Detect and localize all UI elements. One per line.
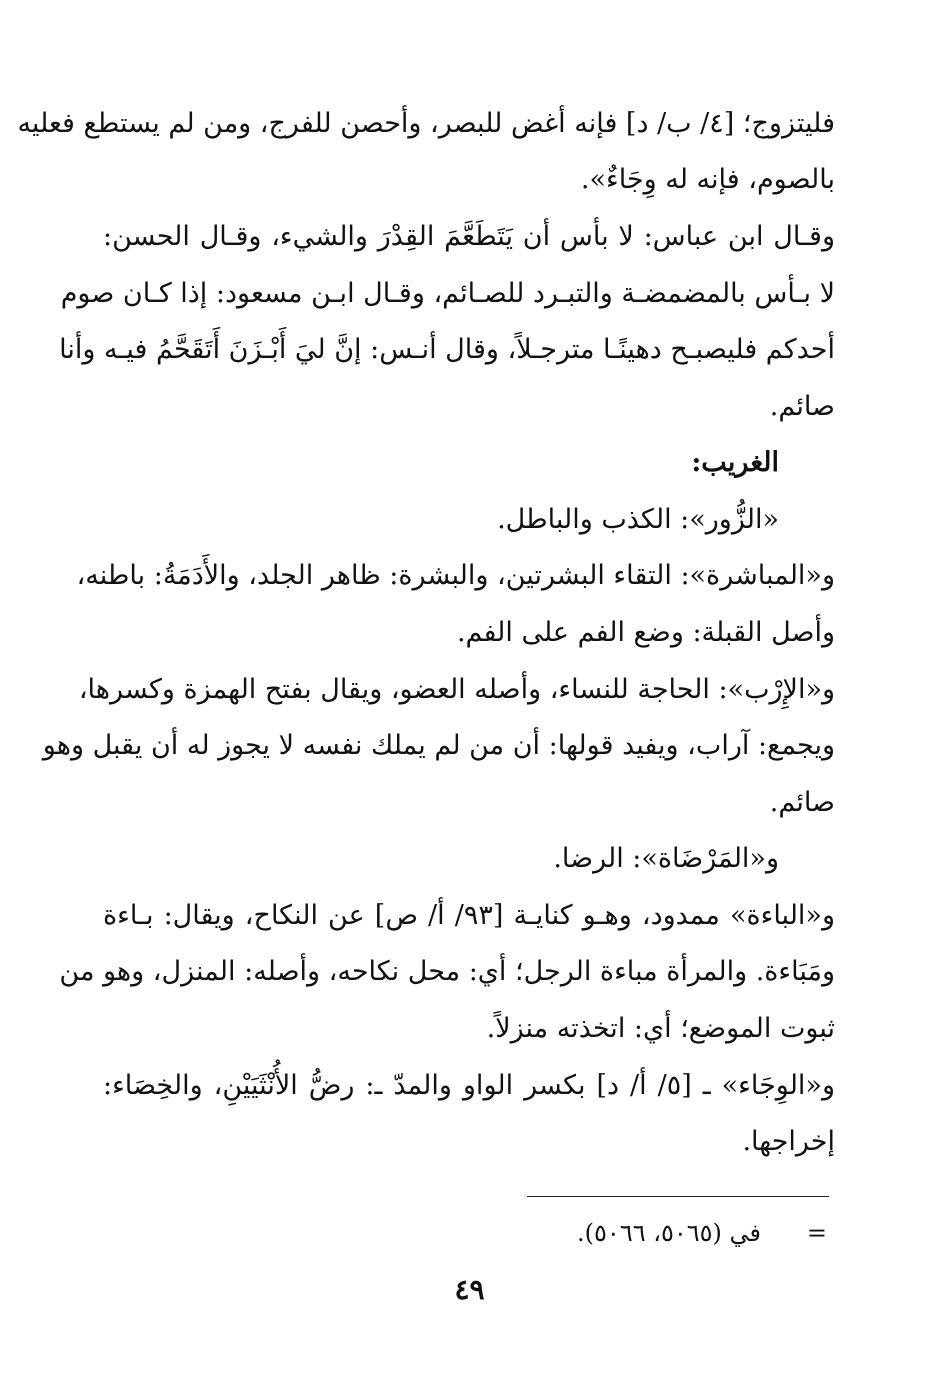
text-line-3: وقـال ابن عباس: لا بأس أن يَتَطَعَّمَ القِدْرَ والشيء، وقـال الحسن: <box>103 221 835 252</box>
text-line-2: بالصوم، فإنه له وِجَاءٌ». <box>580 164 835 195</box>
text-line-14: و«المَرْضَاة»: الرضا. <box>553 843 779 874</box>
text-line-6: صائم. <box>769 391 835 422</box>
text-line-16: ومَبَاءة. والمرأة مباءة الرجل؛ أي: محل نكاحه، وأصله: المنزل، وهو من <box>59 956 835 987</box>
footnote-text: في (٥٠٦٥، ٥٠٦٦). <box>577 1219 761 1247</box>
page-number: ٤٩ <box>454 1273 485 1306</box>
text-line-1: فليتزوج؛ [٤/ ب/ د] فإنه أغض للبصر، وأحصن للفرج، ومن لم يستطع فعليه <box>17 108 835 139</box>
footnote-separator <box>527 1196 829 1197</box>
text-line-9: و«المباشرة»: التقاء البشرتين، والبشرة: ظاهر الجلد، والأَدَمَةُ: باطنه، <box>76 560 835 591</box>
text-line-17: ثبوت الموضع؛ أي: اتخذته منزلاً. <box>486 1013 835 1044</box>
footnote-marker: = <box>806 1219 827 1247</box>
text-line-10: وأصل القبلة: وضع الفم على الفم. <box>456 617 835 648</box>
text-line-11: و«الإِرْب»: الحاجة للنساء، وأصله العضو، ويقال بفتح الهمزة وكسرها، <box>78 674 835 705</box>
text-line-5: أحدكم فليصبـح دهينًـا مترجـلاً، وقال أنـس: إنَّ ليَ أَبْـزَنَ أَتَقَحَّمُ فيـه وأنا <box>59 334 835 365</box>
text-line-13: صائم. <box>769 787 835 818</box>
text-line-15: و«الباءة» ممدود، وهـو كنايـة [٩٣/ أ/ ص] عن النكاح، ويقال: بـاءة <box>103 900 835 931</box>
text-line-18: و«الوِجَاء» ـ [٥/ أ/ د] بكسر الواو والمدّ ـ: رضُّ الأُنْثَيَيْنِ، والخِصَاء: <box>103 1070 835 1101</box>
text-line-4: لا بـأس بالمضمضـة والتبـرد للصـائم، وقـال ابـن مسعود: إذا كـان صوم <box>60 278 835 309</box>
section-heading: الغريب: <box>691 447 779 478</box>
text-line-12: ويجمع: آراب، ويفيد قولها: أن من لم يملك نفسه لا يجوز له أن يقبل وهو <box>42 730 835 761</box>
text-line-19: إخراجها. <box>742 1126 835 1157</box>
text-line-8: «الزُّور»: الكذب والباطل. <box>497 504 779 535</box>
